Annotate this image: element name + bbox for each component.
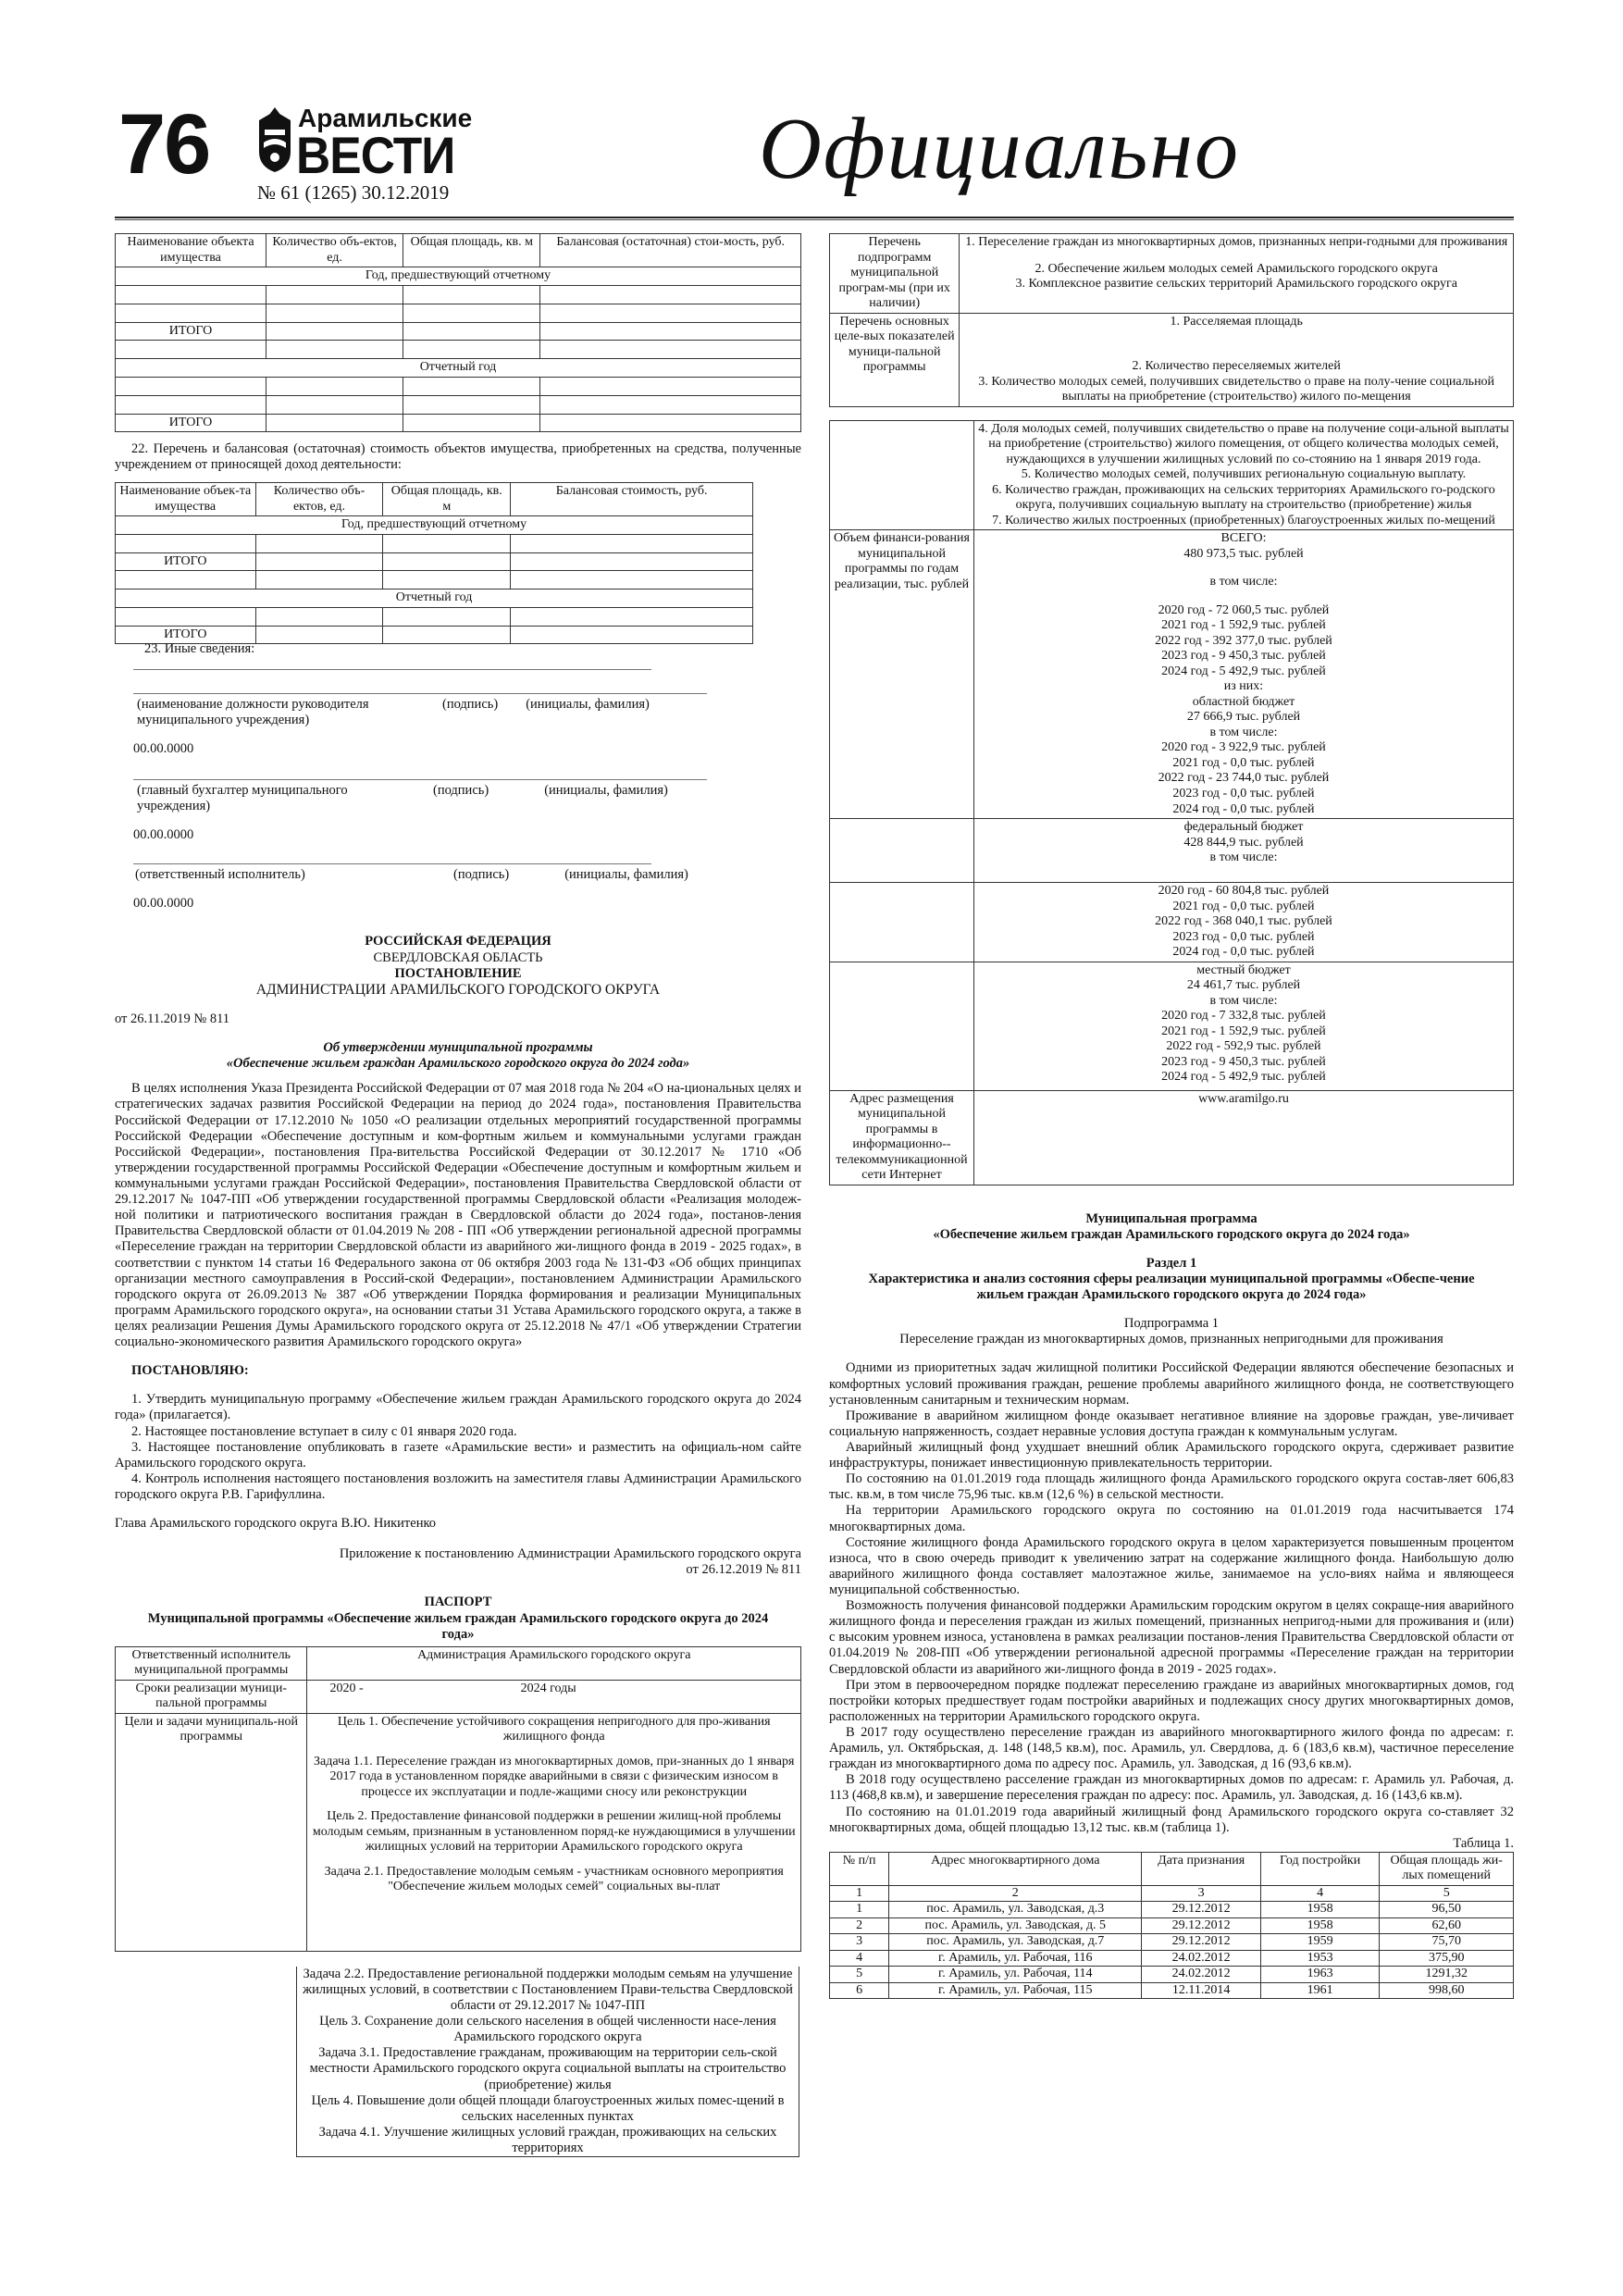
goal-item: Цель 4. Повышение доли общей площади благоустроенных жилых помес-щений в сельских населенных пунктах (311, 2092, 785, 2124)
passport-title: ПАСПОРТ (424, 1595, 492, 1610)
decree-item-2: 2. Настоящее постановление вступает в силу с 01 января 2020 года. (131, 1423, 517, 1439)
table-section-row: Отчетный год (116, 590, 753, 608)
passport-label: Перечень основных целе-вых показателей муници-пальной программы (830, 313, 960, 406)
goal-item: Задача 3.1. Предоставление гражданам, проживающим на территории сель-ской местности Арамильского городского округа социальной выплаты на строительство (приобретение) жилья (309, 2045, 787, 2092)
website-link[interactable]: www.aramilgo.ru (973, 1090, 1513, 1185)
column-number: 5 (1380, 1885, 1514, 1902)
indicator-item: 4. Доля молодых семей, получивших свидетельство о праве на получение соци-альной выплаты на приобретение (строительство) жилого помещения, от общего количества молодых семей, нуждающихся в улучшении жилищных условий по со-стоянию на 1 января 2019 года. (978, 421, 1509, 466)
finance-line: 2020 год - 7 332,8 тыс. рублей (1161, 1009, 1326, 1024)
table-cell: 24.02.2012 (1142, 1950, 1261, 1967)
program-title: Муниципальная программа (1085, 1210, 1258, 1226)
finance-line: 2024 год - 0,0 тыс. рублей (1172, 945, 1315, 960)
table-cell: 1958 (1260, 1917, 1380, 1934)
page-number: 76 (118, 97, 210, 192)
subprogram-item: 3. Комплексное развитие сельских территорий Арамильского городского округа (1015, 277, 1457, 292)
passport-table-right-2 (829, 420, 1514, 1185)
finance-line: областной бюджет (1192, 694, 1295, 709)
column-number: 2 (889, 1885, 1142, 1902)
table-cell: 96,50 (1380, 1902, 1514, 1918)
table-cell: 6 (830, 1982, 889, 1999)
table-cell: г. Арамиль, ул. Рабочая, 116 (889, 1950, 1142, 1967)
table-cell: 62,60 (1380, 1917, 1514, 1934)
table-total: ИТОГО (116, 322, 266, 341)
table-cell: пос. Арамиль, ул. Заводская, д.3 (889, 1902, 1142, 1918)
decree-title-line2: «Обеспечение жильем граждан Арамильского городского округа до 2024 года» (226, 1056, 690, 1072)
paragraph: По состоянию на 01.01.2019 года площадь жилищного фонда Арамильского городского округа состав-ляет 606,83 тыс. кв.м, в том числе 75,96 тыс. кв.м (12,6 %) в сельской местности. (829, 1471, 1514, 1503)
paragraph: Аварийный жилищный фонд ухудшает внешний облик Арамильского городского округа, сдерживает развитие инфраструктуры, понижает инвестиционную привлекательность территории. (829, 1440, 1514, 1471)
houses-table (829, 1852, 1514, 2000)
table-section-row: Отчетный год (116, 359, 801, 378)
signature-initials-label: (инициалы, фамилия) (544, 782, 668, 798)
table-cell: 1291,32 (1380, 1967, 1514, 1983)
table-section-row: Год, предшествующий отчетному (116, 267, 801, 286)
table-section-row: Год, предшествующий отчетному (116, 516, 753, 535)
coat-of-arms-icon (255, 107, 294, 174)
finance-line: 2021 год - 1 592,9 тыс. рублей (1161, 1024, 1326, 1038)
property-table-1 (115, 233, 801, 432)
decree-resolve: ПОСТАНОВЛЯЮ: (131, 1363, 249, 1379)
finance-line: в том числе: (1209, 725, 1278, 739)
table-cell: 5 (830, 1967, 889, 1983)
passport-label: Сроки реализации муници-пальной программы (116, 1680, 307, 1713)
decree-signature: Глава Арамильского городского округа В.Ю. Никитенко (115, 1516, 437, 1532)
table-row (830, 1967, 1514, 1983)
period-end: 2024 годы (520, 1681, 576, 1695)
table-header: Балансовая стоимость, руб. (511, 483, 753, 516)
finance-federal-years (973, 883, 1513, 962)
table-cell: 1963 (1260, 1967, 1380, 1983)
period-start: 2020 - (329, 1681, 364, 1695)
subprogram-item: 2. Обеспечение жильем молодых семей Арамильского городского округа (1035, 261, 1438, 276)
finance-line: 2022 год - 368 040,1 тыс. рублей (1155, 914, 1332, 929)
table-cell: 1953 (1260, 1950, 1380, 1967)
table-cell: 375,90 (1380, 1950, 1514, 1967)
table-header: Общая площадь, кв. м (383, 483, 511, 516)
goal-item: Задача 4.1. Улучшение жилищных условий граждан, проживающих на сельских территориях (318, 2124, 777, 2155)
decree-date: от 26.11.2019 № 811 (115, 1011, 230, 1026)
column-number: 3 (1142, 1885, 1261, 1902)
section-title: Официально (759, 101, 1241, 197)
table-cell: 1959 (1260, 1934, 1380, 1951)
signature-role: (ответственный исполнитель) (135, 867, 305, 883)
issue-number: № 61 (1265) 30.12.2019 (257, 181, 450, 204)
table-cell: 24.02.2012 (1142, 1967, 1261, 1983)
signature-sign-label: (подпись) (433, 782, 489, 798)
paragraph: В 2018 году осуществлено расселение граждан из многоквартирных домов по адресам: г. Арамиль ул. Рабочая, д. 113 (468,8 кв.м), и завершение переселения граждан по адресу: пос. Арамиль, ул. Заводская, д. 16 (143,6 кв.м). (829, 1772, 1514, 1804)
header-divider (115, 217, 1514, 218)
passport-label: Перечень подпрограмм муниципальной програм-мы (при их наличии) (830, 234, 960, 314)
table-header: Наименование объекта имущества (116, 234, 266, 267)
passport-table-right (829, 233, 1514, 407)
body-text (829, 1360, 1514, 1835)
goal-item: Задача 1.1. Переселение граждан из многоквартирных домов, при-знанных до 1 января 2017 года в установленном порядке аварийными в связи с физическим износом в процессе их эксплуатации и подле-жащими сносу или реконструкции (314, 1754, 795, 1799)
paragraph: При этом в первоочередном порядке подлежат переселению граждане из аварийных многоквартирных домов, год постройки которых предшествует годам постройки аварийных и подлежащих сносу других многоквартирных домов, расположенных на территории Арамильского городского округа. (829, 1677, 1514, 1724)
table-row (830, 1917, 1514, 1934)
finance-line: 2024 год - 0,0 тыс. рублей (1172, 801, 1315, 816)
finance-line: в том числе: (1209, 993, 1278, 1008)
signature-date: 00.00.0000 (133, 827, 194, 843)
appendix-date: от 26.12.2019 № 811 (686, 1562, 801, 1578)
finance-line: 2021 год - 0,0 тыс. рублей (1172, 755, 1315, 770)
table-row (830, 1950, 1514, 1967)
finance-line: ВСЕГО: (1220, 531, 1267, 546)
goal-item: Цель 3. Сохранение доли сельского населения в общей численности насе-ления Арамильского городского округа (319, 2014, 776, 2045)
decree-header-authority: АДМИНИСТРАЦИИ АРАМИЛЬСКОГО ГОРОДСКОГО ОКРУГА (255, 981, 661, 998)
table-header: Дата признания (1142, 1852, 1261, 1885)
header-divider-thin (115, 219, 1514, 220)
decree-item-1: 1. Утвердить муниципальную программу «Обеспечение жильем граждан Арамильского городского округа до 2024 года» (прилагается). (115, 1392, 801, 1423)
table-cell: 1958 (1260, 1902, 1380, 1918)
table-total: ИТОГО (116, 552, 256, 571)
indicator-item: 3. Количество молодых семей, получивших свидетельство о праве на полу-чение социальной выплаты на приобретение (строительство) жилого по-мещения (978, 374, 1495, 404)
table-cell: 4 (830, 1950, 889, 1967)
indicator-item: 6. Количество граждан, проживающих на сельских территориях Арамильского го-родского округа, получивших социальную выплату на строительство (приобретение) жилья (992, 482, 1495, 513)
decree-item-3: 3. Настоящее постановление опубликовать в газете «Арамильские вести» и разместить на официаль-ном сайте Арамильского городского округа. (115, 1439, 801, 1471)
finance-line: 27 666,9 тыс. рублей (1186, 710, 1301, 725)
table-cell: 998,60 (1380, 1982, 1514, 1999)
signature-date: 00.00.0000 (133, 896, 194, 912)
finance-line: в том числе: (1209, 850, 1278, 865)
goal-item: Цель 2. Предоставление финансовой поддержки в решении жилищ-ной проблемы молодым семьям, признанным в установленном поряд-ке нуждающимися в улучшении жилищных условий на территории Арамильского городского округа (312, 1809, 796, 1855)
table-cell: г. Арамиль, ул. Рабочая, 114 (889, 1967, 1142, 1983)
table-cell: г. Арамиль, ул. Рабочая, 115 (889, 1982, 1142, 1999)
logo-subtitle: Арамильские (298, 104, 473, 132)
table-total: ИТОГО (116, 626, 256, 644)
passport-label: Цели и задачи муниципаль-ной программы (116, 1713, 307, 1951)
table-cell: 29.12.2012 (1142, 1902, 1261, 1918)
table-cell: 1961 (1260, 1982, 1380, 1999)
table-header: Наименование объек-та имущества (116, 483, 256, 516)
finance-line: 2021 год - 0,0 тыс. рублей (1172, 899, 1315, 913)
paragraph-22: 22. Перечень и балансовая (остаточная) стоимость объектов имущества, приобретенных на средства, полученные учреждением от приносящей доход деятельности: (115, 441, 801, 473)
paragraph: По состоянию на 01.01.2019 года аварийный жилищный фонд Арамильского городского округа со-ставляет 32 многоквартирных дома, общей площадью 13,12 тыс. кв.м (таблица 1). (829, 1804, 1514, 1835)
table-header: № п/п (830, 1852, 889, 1885)
table-cell: 75,70 (1380, 1934, 1514, 1951)
finance-line: 2023 год - 9 450,3 тыс. рублей (1161, 649, 1326, 664)
finance-line: 2020 год - 60 804,8 тыс. рублей (1158, 884, 1330, 899)
finance-line: из них: (1223, 679, 1264, 694)
table-cell: 29.12.2012 (1142, 1934, 1261, 1951)
finance-line: в том числе: (1209, 575, 1278, 590)
finance-line: 2023 год - 0,0 тыс. рублей (1172, 786, 1315, 800)
signature-sign-label: (подпись) (442, 696, 499, 712)
table-row (830, 1982, 1514, 1999)
decree-body: В целях исполнения Указа Президента Российской Федерации от 07 мая 2018 года № 204 «О на-циональных целях и стратегических задачах развития Российской Федерации на период до 2024 года», постановления Правительства Российской Федерации от 17.12.2010 № 1050 «О реализации отдельных мероприятий государственной программы Российской Федерации «Обеспечение доступным и ком-фортным жильем и коммунальными услугами граждан Российской Федерации», постановления Пра-вительства Российской Федерации от 30.12.2017 № 1710 «Об утверждении государственной программы Российской Федерации «Обеспечение доступным и комфортным жильем и коммунальными услугами граждан Российской Федерации», постановления Правительства Свердловской области от 29.12.2017 № 1047-ПП «Об утверждении государственной программы Свердловской области «Реализация молодеж-ной политики и патриотического воспитания граждан в Свердловской области до 2024 года», постанов-ления Правительства Свердловской области от 01.04.2019 № 208 - ПП «Об утверждении региональной адресной программы «Переселение граждан на территории Свердловской области из аварийного жи-лищного фонда в 2019 - 2025 годах», в соответствии с пунктом 14 статьи 16 Федерального закона от 06 октября 2003 года № 131-ФЗ «Об общих принципах организации местного самоуправления в Россий-ской Федерации», постановлением Администрации Арамильского городского округа от 26.09.2013 № 387 «Об утверждении Порядка формирования и реализации Муниципальных программ Арамильского городского округа», на основании статьи 31 Устава Арамильского городского округа, а также в целях реализации Решения Думы Арамильского городского округа от 25.12.2018 № 47/1 «Об утверждении Стратегии социально-экономического развития Арамильского городского округа» (115, 1081, 801, 1350)
signature-sign-label: (подпись) (453, 867, 510, 883)
section-heading-title: Характеристика и анализ состояния сферы реализации муниципальной программы «Обеспе-чение жильем граждан Арамильского городского округа до 2024 года» (868, 1272, 1475, 1303)
passport-table-continuation (296, 1967, 799, 2157)
passport-label: Объем финанси-рования муниципальной программы по годам реализации, тыс. рублей (830, 530, 974, 819)
signature-initials-label: (инициалы, фамилия) (526, 696, 650, 712)
table-cell: 1 (830, 1902, 889, 1918)
table-header: Год постройки (1260, 1852, 1380, 1885)
finance-line: 480 973,5 тыс. рублей (1183, 546, 1304, 561)
passport-subtitle: Муниципальной программы «Обеспечение жильем граждан Арамильского городского округа до 2024 года» (147, 1610, 769, 1642)
finance-line: местный бюджет (1196, 962, 1291, 977)
decree-item-4: 4. Контроль исполнения настоящего постановления возложить на заместителя главы Администрации Арамильского городского округа Р.В. Гарифуллина. (115, 1471, 801, 1502)
subprogram-item: 1. Переселение граждан из многоквартирных домов, признанных непри-годными для проживания (965, 235, 1508, 249)
finance-line: 2020 год - 3 922,9 тыс. рублей (1161, 740, 1326, 755)
decree-header-type: ПОСТАНОВЛЕНИЕ (394, 965, 522, 981)
left-column (115, 233, 801, 2157)
table-caption: Таблица 1. (1453, 1835, 1514, 1851)
table-header: Балансовая (остаточная) стои-мость, руб. (540, 234, 801, 267)
signature-role: (главный бухгалтер муниципального учреждения) (137, 782, 348, 813)
paragraph: Одними из приоритетных задач жилищной политики Российской Федерации являются обеспечение безопасных и комфортных условий проживания граждан, решение проблемы аварийного жилищного фонда, не соответствующего установленным санитарным и техническим нормам. (829, 1360, 1514, 1408)
signature-date: 00.00.0000 (133, 740, 194, 756)
finance-line: 2022 год - 23 744,0 тыс. рублей (1158, 771, 1330, 786)
finance-federal (973, 819, 1513, 883)
passport-table (115, 1646, 801, 1952)
passport-label: Ответственный исполнитель муниципальной программы (116, 1646, 307, 1680)
finance-line: 2023 год - 9 450,3 тыс. рублей (1161, 1054, 1326, 1069)
table-cell: 2 (830, 1917, 889, 1934)
table-cell: 3 (830, 1934, 889, 1951)
paragraph: Состояние жилищного фонда Арамильского городского округа в целом характеризуется повышенным процентом износа, что в свою очередь приводит к увеличению затрат на содержание жилищного фонда. Наибольшую долю аварийного жилищного фонда составляет малоэтажное жилье, занимаемое на усло-виях найма и являющееся муниципальной собственностью. (829, 1534, 1514, 1597)
subprogram-heading: Подпрограмма 1 (1123, 1316, 1220, 1332)
paragraph: В 2017 году осуществлено переселение граждан из аварийного многоквартирного жилого фонда по адресам: г. Арамиль, ул. Октябрьская, д. 148 (148,5 кв.м), пос. Арамиль, ул. Свердлова, д. 6 (183,6 кв.м), частичное переселение граждан из многоквартирного дома по адресу пос. Арамиль, ул. Заводская, д 16 (93,6 кв.м). (829, 1724, 1514, 1772)
column-number: 1 (830, 1885, 889, 1902)
paragraph-23: 23. Иные сведения: (144, 641, 255, 657)
goal-item: Задача 2.2. Предоставление региональной поддержки молодым семьям на улучшение жилищных условий, в соответствии с Постановлением Прави-тельства Свердловской области от 29.12.2017 № 1047-ПП (303, 1966, 793, 2013)
indicator-item: 5. Количество молодых семей, получивших региональную социальную выплату. (1021, 467, 1467, 482)
paragraph: На территории Арамильского городского округа по состоянию на 01.01.2019 года насчитывается 174 многоквартирных дома. (829, 1503, 1514, 1534)
table-row (830, 1902, 1514, 1918)
table-row (830, 1934, 1514, 1951)
paragraph: Возможность получения финансовой поддержки Арамильским городским округом в целях сокраще-ния аварийного жилищного фонда и переселения граждан из жилых помещений, признанных непригод-ными для проживания и (или) с высоким уровнем износа, установлена в рамках реализации постанов-ления Правительства Свердловской области от 01.04.2019 № 208-ПП «Об утверждении региональной адресной программы «Переселение граждан на территории Свердловской области из аварийного жи-лищного фонда в 2019 - 2025 годах». (829, 1598, 1514, 1677)
finance-local (973, 962, 1513, 1090)
table-cell: 12.11.2014 (1142, 1982, 1261, 1999)
column-number: 4 (1260, 1885, 1380, 1902)
property-table-2 (115, 482, 753, 644)
goal-item: Цель 1. Обеспечение устойчивого сокращения непригодного для про-живания жилищного фонда (337, 1714, 771, 1744)
logo-title: ВЕСТИ (296, 126, 455, 184)
finance-line: 2023 год - 0,0 тыс. рублей (1172, 929, 1315, 944)
goal-item: Задача 2.1. Предоставление молодым семьям - участникам основного мероприятия "Обеспечение жильем молодых семей" социальных вы-плат (324, 1864, 784, 1894)
finance-line: 2020 год - 72 060,5 тыс. рублей (1158, 602, 1330, 617)
appendix-note: Приложение к постановлению Администрации Арамильского городского округа (339, 1546, 801, 1562)
right-column (829, 233, 1514, 1999)
paragraph: Проживание в аварийном жилищном фонде оказывает негативное влияние на здоровье граждан, уве-личивает социальную напряженность, создает неравные условия доступа граждан к коммунальным услугам. (829, 1408, 1514, 1439)
finance-line: 428 844,9 тыс. рублей (1183, 835, 1304, 850)
decree-header-country: РОССИЙСКАЯ ФЕДЕРАЦИЯ (365, 934, 551, 949)
table-cell: 29.12.2012 (1142, 1917, 1261, 1934)
table-header: Количество объ-ектов, ед. (255, 483, 383, 516)
signature-role: (наименование должности руководителя муниципального учреждения) (137, 696, 369, 727)
finance-line: 24 461,7 тыс. рублей (1186, 978, 1301, 993)
finance-line: 2021 год - 1 592,9 тыс. рублей (1161, 618, 1326, 633)
program-subtitle: «Обеспечение жильем граждан Арамильского городского округа до 2024 года» (933, 1226, 1410, 1242)
finance-line: 2022 год - 592,9 тыс. рублей (1166, 1039, 1321, 1054)
table-header: Количество объ-ектов, ед. (266, 234, 403, 267)
subprogram-heading-title: Переселение граждан из многоквартирных домов, признанных непригодными для проживания (899, 1332, 1443, 1347)
decree-header-region: СВЕРДЛОВСКАЯ ОБЛАСТЬ (373, 949, 543, 965)
finance-total (973, 530, 1513, 819)
finance-line: 2024 год - 5 492,9 тыс. рублей (1161, 664, 1326, 678)
indicator-item: 1. Расселяемая площадь (1170, 314, 1303, 329)
decree-title-line1: Об утверждении муниципальной программы (323, 1040, 593, 1056)
finance-line: федеральный бюджет (1183, 820, 1304, 835)
table-header: Общая площадь, кв. м (403, 234, 540, 267)
passport-value: Администрация Арамильского городского округа (307, 1646, 801, 1680)
indicator-item: 7. Количество жилых построенных (приобретенных) благоустроенных жилых по-мещений (992, 513, 1495, 527)
table-header: Общая площадь жи-лых помещений (1380, 1852, 1514, 1885)
section-heading: Раздел 1 (1146, 1255, 1197, 1271)
table-header: Адрес многоквартирного дома (889, 1852, 1142, 1885)
passport-label: Адрес размещения муниципальной программы в информационно--телекоммуникационной сети Интернет (830, 1090, 974, 1185)
indicator-item: 2. Количество переселяемых жителей (1132, 359, 1341, 374)
finance-line: 2022 год - 392 377,0 тыс. рублей (1155, 633, 1332, 648)
signature-initials-label: (инициалы, фамилия) (564, 867, 688, 883)
table-cell: пос. Арамиль, ул. Заводская, д. 5 (889, 1917, 1142, 1934)
table-total: ИТОГО (116, 414, 266, 432)
finance-line: 2024 год - 5 492,9 тыс. рублей (1161, 1070, 1326, 1085)
table-cell: пос. Арамиль, ул. Заводская, д.7 (889, 1934, 1142, 1951)
